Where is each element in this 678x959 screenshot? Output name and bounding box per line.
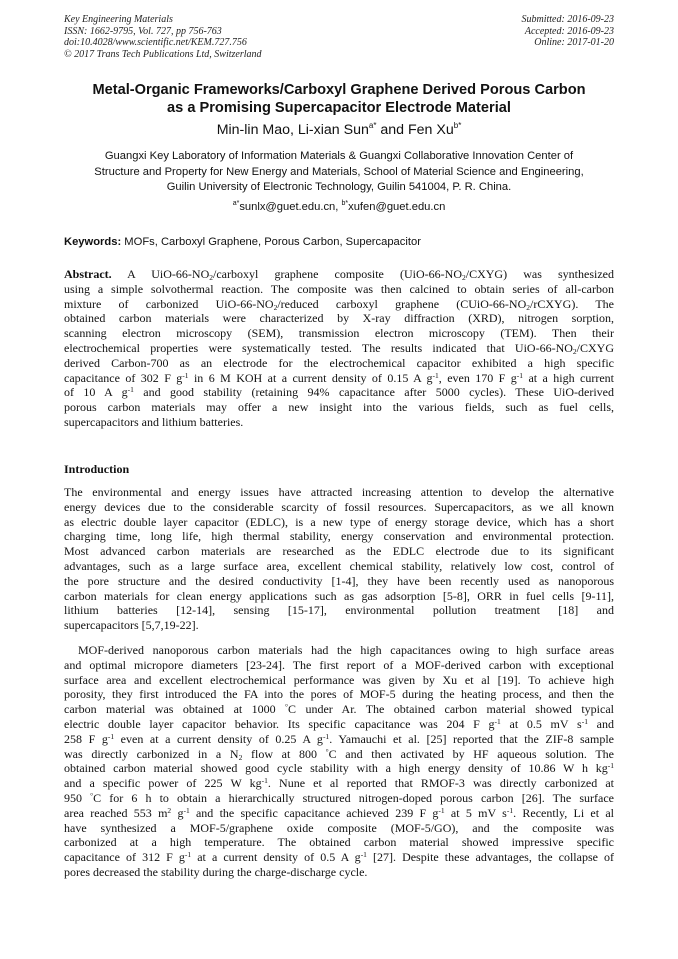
abstract-label: Abstract. xyxy=(64,267,112,281)
email-link[interactable]: sunlx@guet.edu.cn, xyxy=(239,201,342,213)
paragraph-line: porosity, they first introduced the FA into the pores of MOF-5 during the heating process, and then the xyxy=(64,687,614,702)
journal-name: Key Engineering Materials xyxy=(64,14,173,25)
author-emails xyxy=(40,200,638,214)
email-link[interactable]: xufen@guet.edu.cn xyxy=(348,201,446,213)
journal-doi: doi:10.4028/www.scientific.net/KEM.727.756 xyxy=(64,37,247,48)
paragraph-line: The environmental and energy issues have attracted increasing attention to develop the alternative xyxy=(64,485,614,499)
abstract-line: Abstract. A UiO-$66-NO_2$/carboxyl graphene composite $(UiO-66-NO_2/CXYG)$ was synthesized xyxy=(64,267,614,282)
abstract-line: using a simple solvothermal reaction. The composite was then calcined to obtain series of all-carbon xyxy=(64,281,614,296)
journal-issn: ISSN: 1662-9795, Vol. 727, pp 756-763 xyxy=(64,25,222,37)
author-names: Min-lin Mao, Li-xian Sun xyxy=(216,122,369,138)
email-mark: a* xyxy=(232,200,240,207)
abstract-line: mixture of carbonized UiO-$66-NO_2$/reduced carboxyl graphene $(CUiO-66-NO_2/rCXYG)$. The xyxy=(64,296,614,312)
paragraph-line: charging time, long life, high thermal stability, energy conservation and environmental protection. xyxy=(64,529,614,544)
paragraph-line: Most advanced carbon materials are researched as the EDLC electrode due to its significant xyxy=(64,544,614,559)
author-list xyxy=(40,121,638,139)
intro-paragraph-1 xyxy=(64,485,614,633)
paragraph-line: have synthesized a MOF-5/graphene oxide composite (MOF-5/GO), and the composite was xyxy=(64,820,614,835)
paragraph-line: the pore structure and the desired conductivity [1-4], they have been recently used as nanoporous xyxy=(64,573,614,588)
abstract-line: supercapacitors and lithium batteries. xyxy=(64,414,244,429)
title-line: Metal-Organic Frameworks/Carboxyl Graphene Derived Porous Carbon xyxy=(92,82,586,98)
affiliation-line: Guilin University of Electronic Technology, Guilin 541004, P. R. China. xyxy=(166,181,512,193)
abstract-line: of 10 A $g^{-1}$ and good stability (retaining 94% capacitance after 5000 cycles). These UiO-derived xyxy=(64,385,614,400)
paragraph-line: carbonized at a high temperature. The obtained carbon material showed impressive specific xyxy=(64,835,614,850)
section-heading-introduction: Introduction xyxy=(64,462,130,476)
journal-header-left xyxy=(64,14,262,60)
paragraph-line: carbon material was obtained at 1000 °C under Ar. The obtained carbon material showed typical xyxy=(64,702,614,717)
paragraph-line: electric double layer capacitor behavior. Its specific capacitance was 204 F $g^{-1}$ at 0.5 mV $s^{-1}$ and xyxy=(64,716,614,731)
paragraph-line: surface area and excellent electrochemical performance was given by Xu et al [19]. To achieve high xyxy=(64,672,614,687)
paragraph-line: and optimal micropore diameters [23-24]. The first report of a MOF-derived carbon with exceptional xyxy=(64,657,614,672)
paragraph-line: as electric double layer capacitor (EDLC), is a new type of energy storage device, which has a short xyxy=(64,514,614,529)
affiliation xyxy=(40,149,638,196)
paragraph-line: advantages, such as a large surface area, excellent chemical stability, relatively low cost, control of xyxy=(64,558,614,573)
abstract-line: derived Carbon-700 as an electrode for the electrochemical capacitor exhibited a high specific xyxy=(64,355,614,370)
paragraph-line: MOF-derived nanoporous carbon materials had the high capacitances owing to high surface areas xyxy=(78,643,614,657)
author-names: and Fen Xu xyxy=(376,122,454,138)
abstract-line: capacitance of 302 F $g^{-1}$ in 6 M KOH at a current density of 0.15 A $g^{-1}$, even 170 F $g^{-1}$ at a high current xyxy=(64,370,614,385)
keywords-label: Keywords: xyxy=(64,236,122,248)
abstract-line: electrochemical properties were systematically tested. The results indicated that UiO-$66-NO_2$/CXYG xyxy=(64,340,614,356)
journal-copyright: © 2017 Trans Tech Publications Ltd, Switzerland xyxy=(64,48,262,60)
paragraph-line: 950 °C for 6 h to obtain a hierarchically structured nitrogen-doped porous carbon [26]. The surface xyxy=(64,790,615,805)
paragraph-line: supercapacitors [5,7,19-22]. xyxy=(64,618,199,633)
paragraph-line: was directly carbonized in a $N_2$ flow at 800 °C and then activated by HF aqueous solution. The xyxy=(64,746,614,762)
email-mark: b* xyxy=(341,200,349,207)
author-mark: b* xyxy=(453,121,462,130)
online-date: Online: 2017-01-20 xyxy=(534,37,614,48)
author-mark: a* xyxy=(368,121,377,130)
keywords xyxy=(64,235,614,249)
paragraph-line: area reached 553 $m^2$ $g^{-1}$ and the specific capacitance achieved 239 F $g^{-1}$ at 5 mV $s^{-1}$. Recently, Li et al xyxy=(64,805,615,820)
abstract-line: obtained carbon materials were characterized by X-ray diffraction (XRD), nitrogen sorption, xyxy=(64,311,614,326)
paragraph-line: energy devices due to the considerable scarcity of fossil resources. Supercapacitors, as we all known xyxy=(64,499,614,514)
accepted-date: Accepted: 2016-09-23 xyxy=(524,25,614,37)
keywords-text: MOFs, Carboxyl Graphene, Porous Carbon, Supercapacitor xyxy=(121,236,421,248)
paragraph-line: obtained carbon material showed good cycle stability with a high energy density of 10.86 W h $kg^{-1}$ xyxy=(64,761,614,776)
abstract xyxy=(64,267,614,430)
abstract-line: scanning electron microscopy (SEM), transmission electron microscopy (TEM). Then their xyxy=(64,326,614,341)
paper-title xyxy=(40,82,638,117)
paragraph-line: pores decreased the stability during the charge-discharge cycle. xyxy=(64,864,368,879)
paragraph-line: carbon materials for clean energy applications such as gas adsorption [5-8], ORR in fuel cells [9-11], xyxy=(64,588,614,603)
paragraph-line: and a specific power of 225 W $kg^{-1}$. Nune et al reported that RMOF-3 was directly carbonized at xyxy=(64,776,615,791)
paragraph-line: lithium batteries [12-14], sensing [15-17], environmental pollution treatment [18] and xyxy=(64,603,614,618)
title-line: as a Promising Supercapacitor Electrode Material xyxy=(167,99,511,116)
journal-header-right xyxy=(522,14,615,49)
paragraph-line: capacitance of 312 F $g^{-1}$ at a current density of 0.5 A $g^{-1}$ [27]. Despite these advantages, the collapse of xyxy=(64,850,615,865)
intro-paragraph-2 xyxy=(64,643,614,880)
paragraph-line: 258 F $g^{-1}$ even at a current density of 0.25 A $g^{-1}$. Yamauchi et al. [25] reported that the ZIF-8 sample xyxy=(64,731,614,746)
abstract-line: porous carbon materials may offer a new insight into the various fields, such as fuel cells, xyxy=(64,400,614,415)
submitted-date: Submitted: 2016-09-23 xyxy=(521,14,614,25)
affiliation-line: Guangxi Key Laboratory of Information Materials & Guangxi Collaborative Innovation Center of xyxy=(104,150,574,162)
affiliation-line: Structure and Property for New Energy and Materials, School of Material Science and Engineering, xyxy=(94,165,584,178)
